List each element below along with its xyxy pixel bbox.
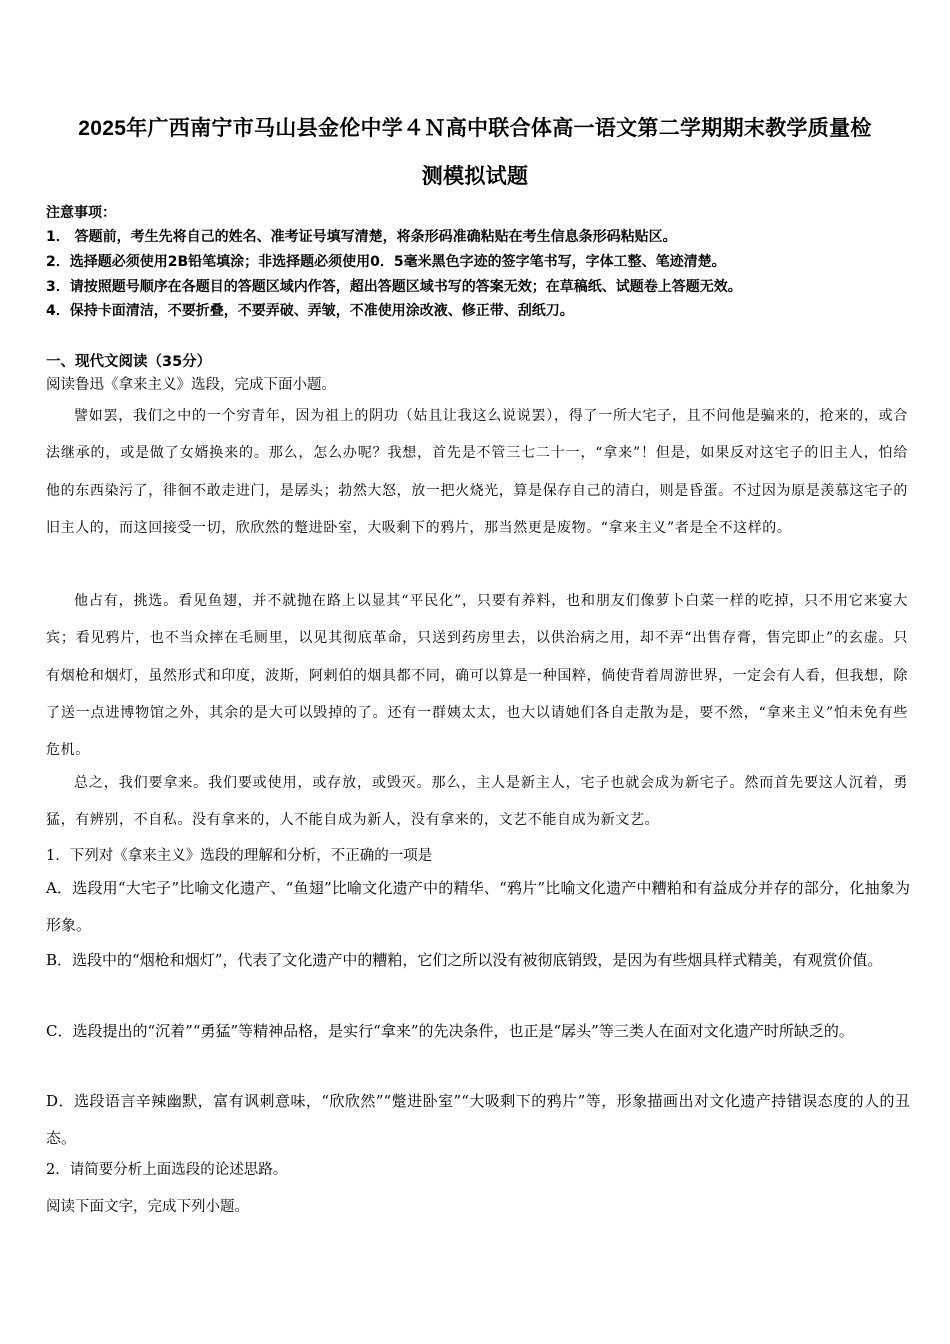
question-2-stem: 2．请简要分析上面选段的论述思路。 <box>46 1162 288 1178</box>
passage-paragraph-2: 他占有，挑选。看见鱼翅，并不就抛在路上以显其“平民化”，只要有养料，也和朋友们像萝卜白菜一样的吃掉，只不用它来宴大宾；看见鸦片，也不当众摔在毛厕里，以见其彻底革命，只送到药房里去，以供治病之用，却不弄“出售存膏，售完即止”的玄虚。只有烟枪和烟灯，虽然形式和印度，波斯，阿剌伯的烟具都不同，确可以算是一种国粹，倘使背着周游世界，一定会有人看，但我想，除了送一点进博物馆之外，其余的是大可以毁掉的了。还有一群姨太太，也大以请她们各自走散为是，要不然，“拿来主义”怕未免有些危机。 <box>46 593 908 759</box>
passage-paragraph-1: 譬如罢，我们之中的一个穷青年，因为祖上的阴功（姑且让我这么说说罢），得了一所大宅子，且不问他是骗来的，抢来的，或合法继承的，或是做了女婿换来的。那么，怎么办呢？我想，首先是不管三七二十一，“拿来”！但是，如果反对这宅子的旧主人，怕给他的东西染污了，徘徊不敢走进门，是孱头；勃然大怒，放一把火烧光，算是保存自己的清白，则是昏蛋。不过因为原是羡慕这宅子的旧主人的，而这回接受一切，欣欣然的蹩进卧室，大吸剩下的鸦片，那当然更是废物。“拿来主义”者是全不这样的。 <box>46 408 908 536</box>
notice-item-4: 4．保持卡面清洁，不要折叠，不要弄破、弄皱，不准使用涂改液、修正带、刮纸刀。 <box>46 303 574 319</box>
notice-item-3: 3．请按照题号顺序在各题目的答题区域内作答，超出答题区域书写的答案无效；在草稿纸、试题卷上答题无效。 <box>46 279 742 295</box>
question-1-option-c: C．选段提出的“沉着”“勇猛”等精神品格，是实行“拿来”的先决条件，也正是“孱头”等三类人在面对文化遗产时所缺乏的。 <box>46 1022 854 1040</box>
question-1-stem: 1．下列对《拿来主义》选段的理解和分析，不正确的一项是 <box>46 848 433 864</box>
reading-intro: 阅读鲁迅《拿来主义》选段，完成下面小题。 <box>46 377 336 393</box>
passage-paragraph-3: 总之，我们要拿来。我们要或使用，或存放，或毁灭。那么，主人是新主人，宅子也就会成为新宅子。然而首先要这人沉着，勇猛，有辨别，不自私。没有拿来的，人不能自成为新人，没有拿来的，文艺不能自成为新文艺。 <box>46 775 908 829</box>
notice-item-1: 1． 答题前，考生先将自己的姓名、准考证号填写清楚，将条形码准确粘贴在考生信息条形码粘贴区。 <box>46 229 677 245</box>
question-1-option-b: B．选段中的“烟枪和烟灯”，代表了文化遗产中的糟粕，它们之所以没有被彻底销毁，是因为有些烟具样式精美，有观赏价值。 <box>46 951 883 969</box>
question-1-option-d: D．选段语言辛辣幽默，富有讽刺意味，“欣欣然”“蹩进卧室”“大吸剩下的鸦片”等，形象描画出对文化遗产持错误态度的人的丑态。 <box>46 1092 910 1147</box>
section-heading: 一、现代文阅读（35分） <box>46 354 212 370</box>
notice-item-2: 2．选择题必须使用2B铅笔填涂；非选择题必须使用0．5毫米黑色字迹的签字笔书写，字体工整、笔迹清楚。 <box>46 254 726 270</box>
page-title: 2025年广西南宁市马山县金伦中学４Ｎ高中联合体高一语文第二学期期末教学质量检 <box>78 117 872 140</box>
question-1-option-a: A．选段用“大宅子”比喻文化遗产、“鱼翅”比喻文化遗产中的精华、“鸦片”比喻文化遗产中糟粕和有益成分并存的部分，化抽象为形象。 <box>46 879 910 934</box>
notice-heading: 注意事项： <box>46 205 116 221</box>
next-reading-intro: 阅读下面文字，完成下列小题。 <box>46 1199 249 1215</box>
page-title-continued: 测模拟试题 <box>421 165 529 188</box>
